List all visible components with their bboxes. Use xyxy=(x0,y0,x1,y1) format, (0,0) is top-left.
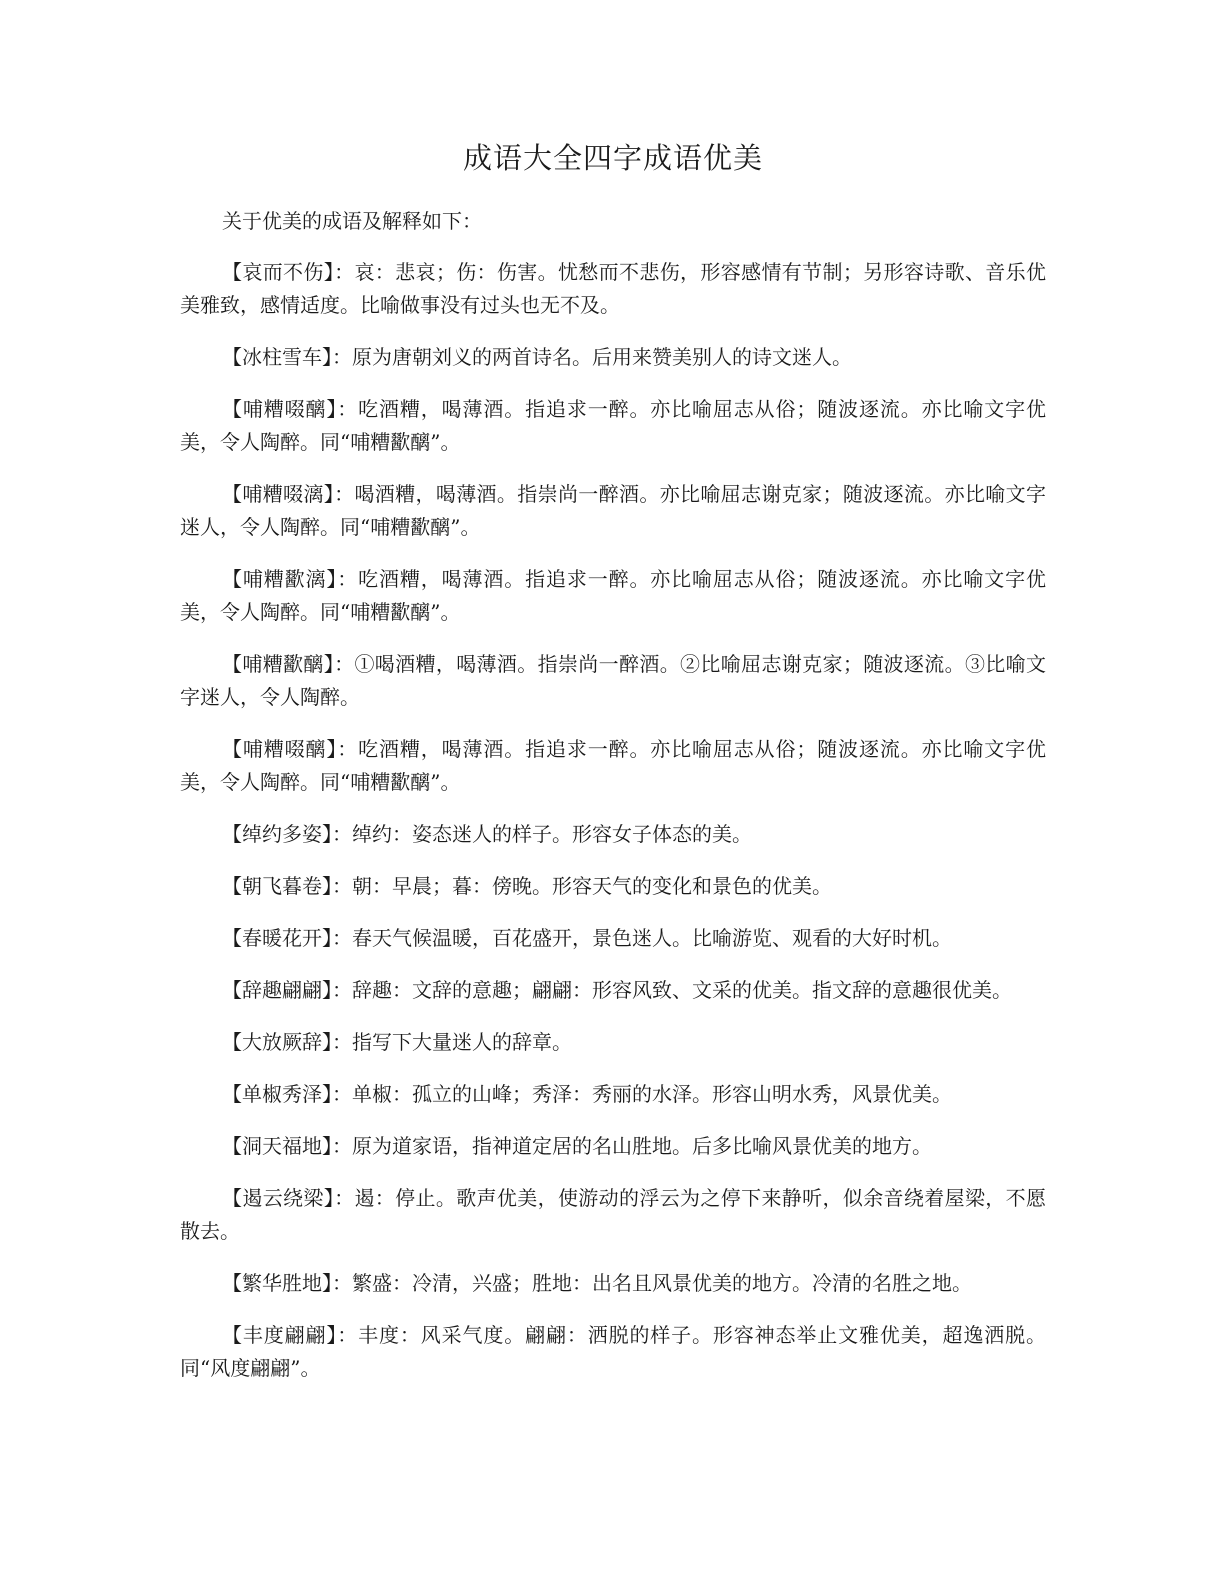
idiom-definition: ：朝：早晨；暮：傍晚。形容天气的变化和景色的优美。 xyxy=(332,874,832,898)
intro-paragraph: 关于优美的成语及解释如下： xyxy=(222,209,482,233)
idiom-definition: ：绰约：姿态迷人的样子。形容女子体态的美。 xyxy=(332,822,752,846)
idiom-term: 【绰约多姿】 xyxy=(222,822,332,846)
idiom-entry xyxy=(180,818,1046,851)
idiom-definition: ：吃酒糟，喝薄酒。指追求一醉。亦比喻屈志从俗；随波逐流。亦比喻文字优美，令人陶醉。同“哺糟歠醨”。 xyxy=(180,567,1047,624)
idiom-definition: ：原为唐朝刘义的两首诗名。后用来赞美别人的诗文迷人。 xyxy=(332,345,852,369)
idiom-entry xyxy=(180,733,1046,799)
idiom-definition: ：辞趣：文辞的意趣；翩翩：形容风致、文采的优美。指文辞的意趣很优美。 xyxy=(332,978,1012,1002)
idiom-term: 【哺糟歠醨】 xyxy=(222,652,335,676)
idiom-definition: ：吃酒糟，喝薄酒。指追求一醉。亦比喻屈志从俗；随波逐流。亦比喻文字优美，令人陶醉。同“哺糟歠醨”。 xyxy=(180,397,1047,454)
idiom-list xyxy=(180,256,1046,1404)
idiom-definition: ：单椒：孤立的山峰；秀泽：秀丽的水泽。形容山明水秀，风景优美。 xyxy=(332,1082,952,1106)
idiom-term: 【哀而不伤】 xyxy=(222,260,335,284)
idiom-entry xyxy=(180,870,1046,903)
idiom-term: 【哺糟啜醨】 xyxy=(222,397,338,421)
idiom-entry xyxy=(180,922,1046,955)
idiom-term: 【哺糟歠漓】 xyxy=(222,567,338,591)
idiom-definition: ：原为道家语，指神道定居的名山胜地。后多比喻风景优美的地方。 xyxy=(332,1134,932,1158)
idiom-entry xyxy=(180,1078,1046,1111)
idiom-term: 【繁华胜地】 xyxy=(222,1271,332,1295)
idiom-term: 【冰柱雪车】 xyxy=(222,345,332,369)
idiom-term: 【朝飞暮卷】 xyxy=(222,874,332,898)
idiom-entry xyxy=(180,563,1046,629)
idiom-entry xyxy=(180,478,1046,544)
idiom-entry xyxy=(180,1130,1046,1163)
idiom-entry xyxy=(180,1182,1046,1248)
idiom-entry xyxy=(180,341,1046,374)
idiom-definition: ：哀：悲哀；伤：伤害。忧愁而不悲伤，形容感情有节制；另形容诗歌、音乐优美雅致，感情适度。比喻做事没有过头也无不及。 xyxy=(180,260,1047,317)
idiom-definition: ：喝酒糟，喝薄酒。指崇尚一醉酒。亦比喻屈志谢克家；随波逐流。亦比喻文字迷人，令人陶醉。同“哺糟歠醨”。 xyxy=(180,482,1047,539)
idiom-entry xyxy=(180,974,1046,1007)
idiom-term: 【丰度翩翩】 xyxy=(222,1323,338,1347)
idiom-definition: ：春天气候温暖，百花盛开，景色迷人。比喻游览、观看的大好时机。 xyxy=(332,926,952,950)
idiom-entry xyxy=(180,1026,1046,1059)
idiom-definition: ：指写下大量迷人的辞章。 xyxy=(332,1030,572,1054)
idiom-entry xyxy=(180,648,1046,714)
idiom-term: 【大放厥辞】 xyxy=(222,1030,332,1054)
idiom-entry xyxy=(180,1267,1046,1300)
idiom-definition: ：①喝酒糟，喝薄酒。指崇尚一醉酒。②比喻屈志谢克家；随波逐流。③比喻文字迷人，令人陶醉。 xyxy=(180,652,1047,709)
idiom-entry xyxy=(180,393,1046,459)
idiom-entry xyxy=(180,256,1046,322)
idiom-term: 【遏云绕梁】 xyxy=(222,1186,335,1210)
idiom-definition: ：吃酒糟，喝薄酒。指追求一醉。亦比喻屈志从俗；随波逐流。亦比喻文字优美，令人陶醉。同“哺糟歠醨”。 xyxy=(180,737,1047,794)
idiom-definition: ：繁盛：冷清，兴盛；胜地：出名且风景优美的地方。冷清的名胜之地。 xyxy=(332,1271,972,1295)
idiom-term: 【哺糟啜漓】 xyxy=(222,482,335,506)
idiom-term: 【春暖花开】 xyxy=(222,926,332,950)
idiom-term: 【哺糟啜醨】 xyxy=(222,737,338,761)
page-title: 成语大全四字成语优美 xyxy=(462,141,763,175)
idiom-definition: ：丰度：风采气度。翩翩：洒脱的样子。形容神态举止文雅优美，超逸洒脱。同“风度翩翩”。 xyxy=(180,1323,1047,1380)
idiom-term: 【洞天福地】 xyxy=(222,1134,332,1158)
idiom-term: 【单椒秀泽】 xyxy=(222,1082,332,1106)
idiom-entry xyxy=(180,1319,1046,1385)
idiom-term: 【辞趣翩翩】 xyxy=(222,978,332,1002)
idiom-definition: ：遏：停止。歌声优美，使游动的浮云为之停下来静听，似余音绕着屋梁，不愿散去。 xyxy=(180,1186,1047,1243)
